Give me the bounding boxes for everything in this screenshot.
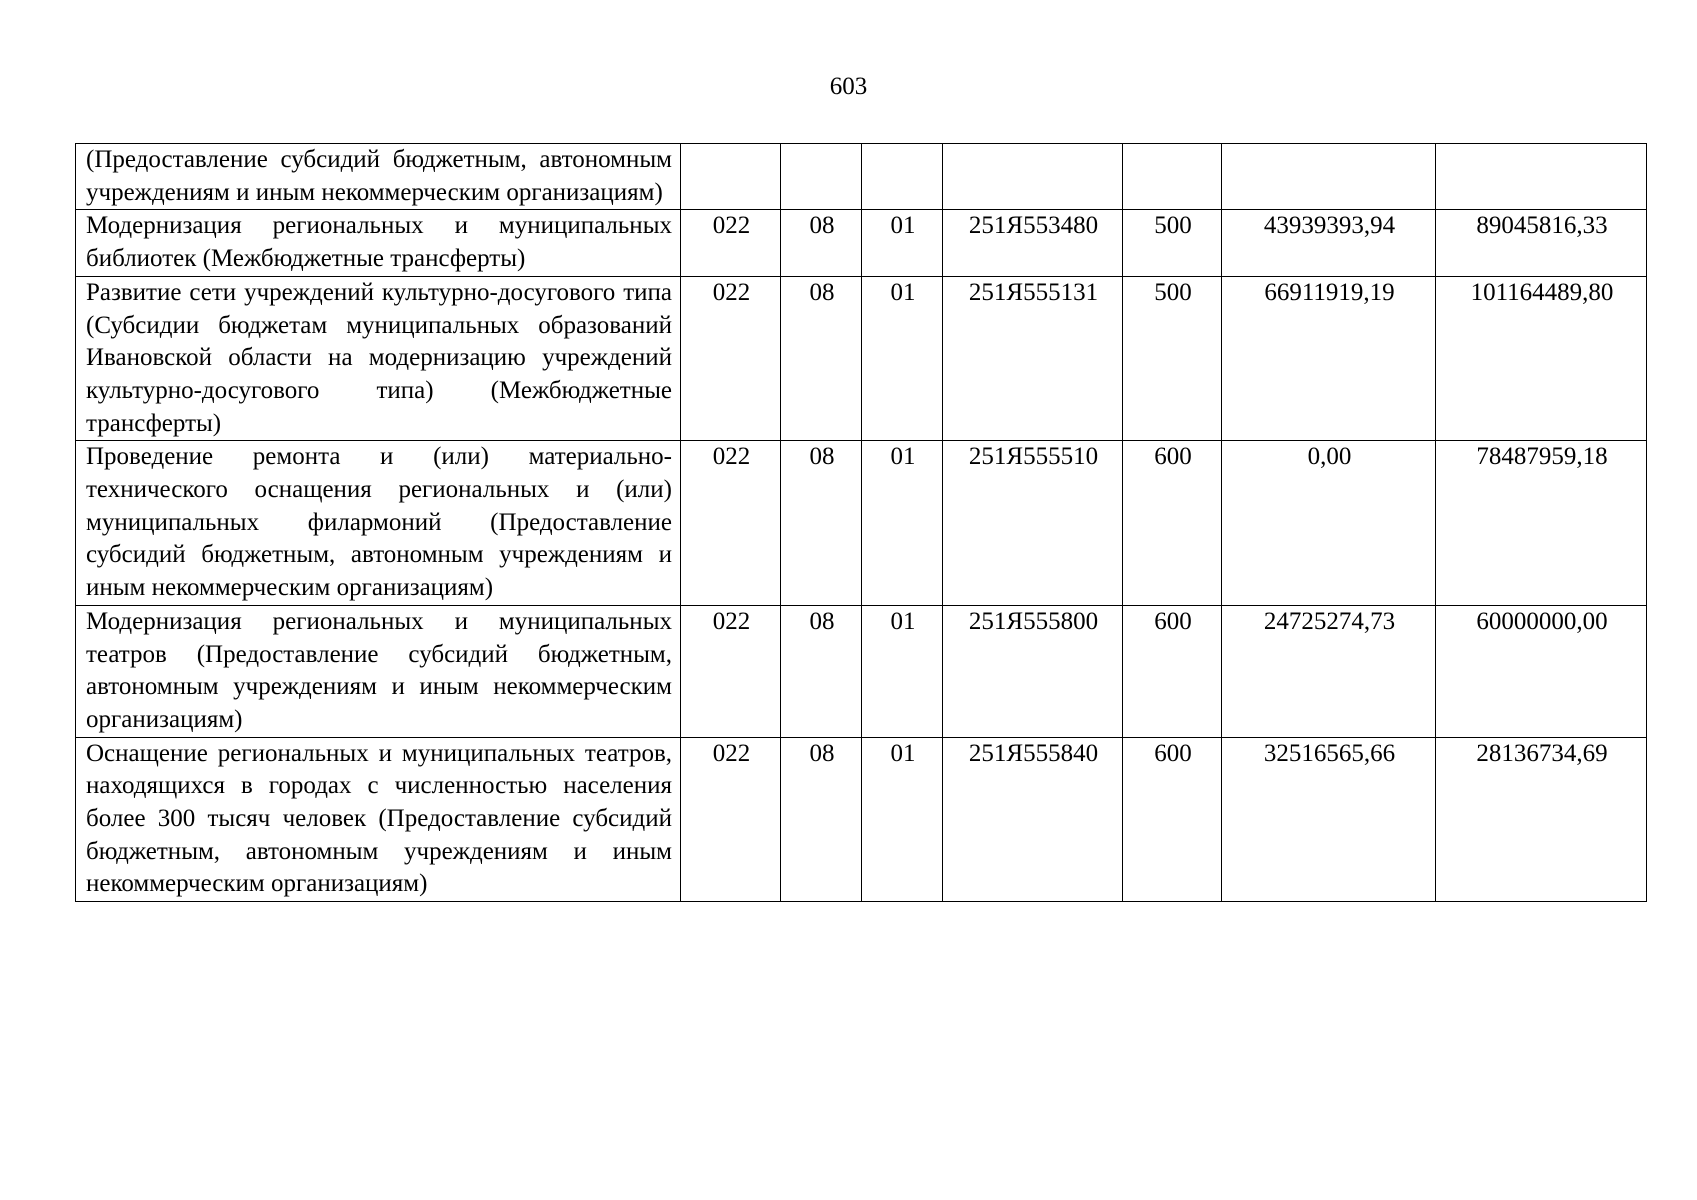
row-name: Модернизация региональных и муниципальных театров (Предоставление субсидий бюджетным, автономным учреждениям и иным некоммерческим организациям) <box>76 605 681 737</box>
row-gr-code: 022 <box>681 210 781 276</box>
row-subsection: 01 <box>862 210 943 276</box>
row-target-code: 251Я555800 <box>943 605 1123 737</box>
row-sum-1: 32516565,66 <box>1222 737 1436 902</box>
row-expense-type: 500 <box>1123 276 1222 441</box>
row-sum-2: 78487959,18 <box>1436 441 1647 606</box>
row-section: 08 <box>781 737 862 902</box>
row-gr-code: 022 <box>681 737 781 902</box>
row-subsection: 01 <box>862 276 943 441</box>
row-expense-type: 600 <box>1123 605 1222 737</box>
row-subsection: 01 <box>862 605 943 737</box>
row-name: Модернизация региональных и муниципальных библиотек (Межбюджетные трансферты) <box>76 210 681 276</box>
row-expense-type: 500 <box>1123 210 1222 276</box>
row-target-code: 251Я555840 <box>943 737 1123 902</box>
table-row <box>76 276 1647 441</box>
row-expense-type: 600 <box>1123 441 1222 606</box>
row-section: 08 <box>781 210 862 276</box>
row-gr-code <box>681 144 781 210</box>
row-sum-2: 28136734,69 <box>1436 737 1647 902</box>
table-row <box>76 144 1647 210</box>
table-row <box>76 605 1647 737</box>
row-subsection <box>862 144 943 210</box>
row-target-code: 251Я553480 <box>943 210 1123 276</box>
budget-table <box>75 143 1647 902</box>
row-gr-code: 022 <box>681 605 781 737</box>
row-sum-1: 0,00 <box>1222 441 1436 606</box>
row-name: Развитие сети учреждений культурно-досугового типа (Субсидии бюджетам муниципальных образований Ивановской области на модернизацию учреждений культурно-досугового типа) (Межбюджетные трансферты) <box>76 276 681 441</box>
row-sum-1: 66911919,19 <box>1222 276 1436 441</box>
table-row <box>76 210 1647 276</box>
row-sum-2 <box>1436 144 1647 210</box>
row-section: 08 <box>781 441 862 606</box>
row-sum-1: 24725274,73 <box>1222 605 1436 737</box>
row-section: 08 <box>781 276 862 441</box>
row-subsection: 01 <box>862 441 943 606</box>
row-name: Оснащение региональных и муниципальных театров, находящихся в городах с численностью населения более 300 тысяч человек (Предоставление субсидий бюджетным, автономным учреждениям и иным некоммерческим организациям) <box>76 737 681 902</box>
row-section <box>781 144 862 210</box>
row-sum-2: 89045816,33 <box>1436 210 1647 276</box>
row-sum-1: 43939393,94 <box>1222 210 1436 276</box>
row-target-code: 251Я555510 <box>943 441 1123 606</box>
row-sum-2: 60000000,00 <box>1436 605 1647 737</box>
row-sum-1 <box>1222 144 1436 210</box>
table-row <box>76 441 1647 606</box>
row-gr-code: 022 <box>681 441 781 606</box>
row-expense-type <box>1123 144 1222 210</box>
row-expense-type: 600 <box>1123 737 1222 902</box>
row-subsection: 01 <box>862 737 943 902</box>
row-target-code <box>943 144 1123 210</box>
row-gr-code: 022 <box>681 276 781 441</box>
row-name: Проведение ремонта и (или) материально-технического оснащения региональных и (или) муниципальных филармоний (Предоставление субсидий бюджетным, автономным учреждениям и иным некоммерческим организациям) <box>76 441 681 606</box>
page-number: 603 <box>829 73 868 100</box>
row-section: 08 <box>781 605 862 737</box>
table-row <box>76 737 1647 902</box>
row-name: (Предоставление субсидий бюджетным, автономным учреждениям и иным некоммерческим организациям) <box>76 144 681 210</box>
row-sum-2: 101164489,80 <box>1436 276 1647 441</box>
row-target-code: 251Я555131 <box>943 276 1123 441</box>
